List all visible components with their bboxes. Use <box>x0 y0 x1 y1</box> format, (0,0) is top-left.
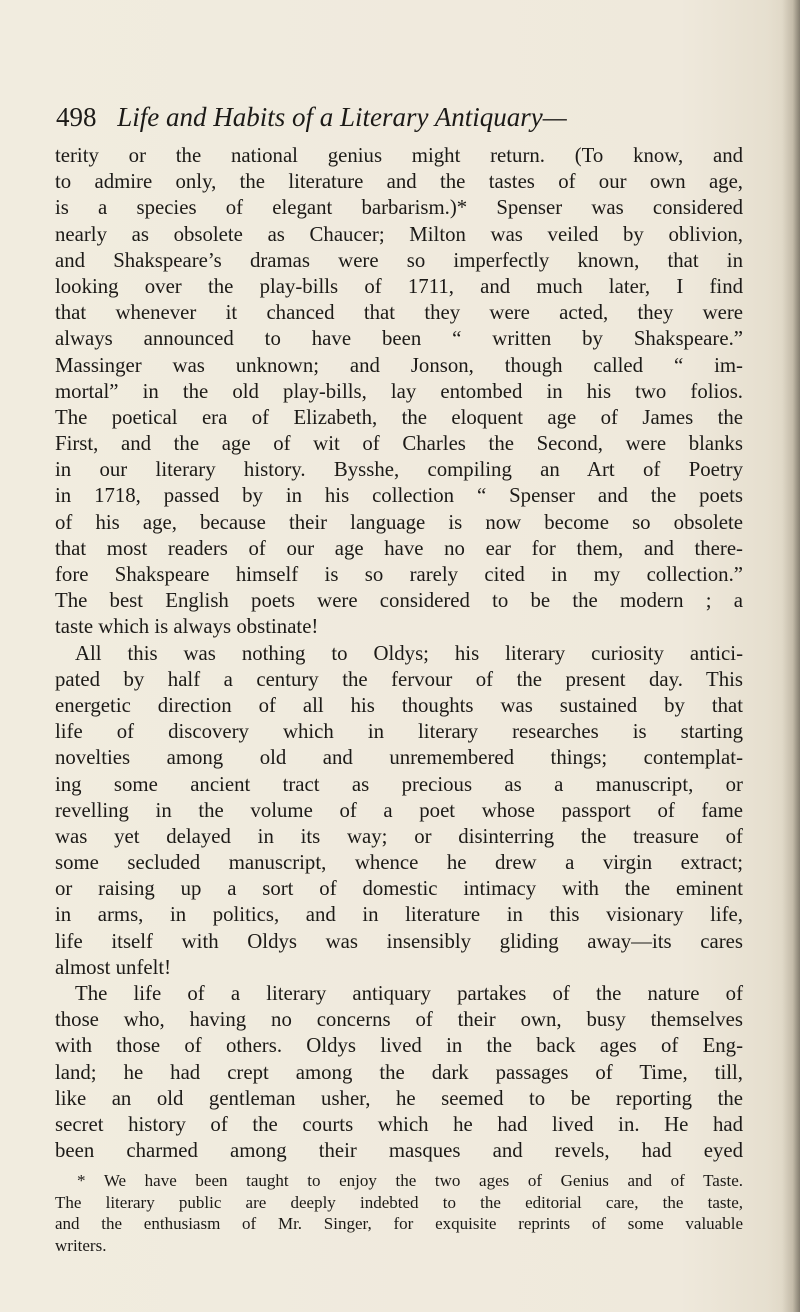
text-line: nearly as obsolete as Chaucer; Milton was veiled by oblivion, <box>55 222 743 246</box>
text-line: All this was nothing to Oldys; his literary curiosity antici- <box>75 641 743 665</box>
text-line: in arms, in politics, and in literature in this visionary life, <box>55 903 743 927</box>
text-line: to admire only, the literature and the tastes of our own age, <box>55 170 743 194</box>
text-line: The poetical era of Elizabeth, the eloquent age of James the <box>55 405 743 429</box>
text-line: of his age, because their language is now become so obsolete <box>55 510 743 534</box>
text-line: in 1718, passed by in his collection “ Spenser and the poets <box>55 484 743 508</box>
text-line: revelling in the volume of a poet whose passport of fame <box>55 798 743 822</box>
running-header <box>56 100 746 134</box>
text-line: in our literary history. Bysshe, compiling an Art of Poetry <box>55 458 743 482</box>
text-line: energetic direction of all his thoughts was sustained by that <box>55 693 743 717</box>
body-lines <box>55 143 743 1164</box>
text-line: fore Shakspeare himself is so rarely cited in my collection.” <box>55 563 743 586</box>
text-line: taste which is always obstinate! <box>55 615 319 639</box>
text-line: that most readers of our age have no ear for them, and there- <box>55 536 743 560</box>
text-line: Massinger was unknown; and Jonson, though called “ im- <box>55 353 743 377</box>
text-line: always announced to have been “ written by Shakspeare.” <box>55 327 743 351</box>
text-line: life of discovery which in literary researches is starting <box>55 720 743 744</box>
page-edge-shadow <box>782 0 800 1312</box>
text-line: novelties among old and unremembered things; contemplat- <box>55 746 743 770</box>
text-line: was yet delayed in its way; or disinterring the treasure of <box>55 824 743 848</box>
footnote-line: * We have been taught to enjoy the two ages of Genius and of Taste. <box>77 1171 743 1191</box>
text-line: with those of others. Oldys lived in the back ages of Eng- <box>55 1034 743 1058</box>
text-line: is a species of elegant barbarism.)* Spenser was considered <box>55 196 743 220</box>
text-line: secret history of the courts which he had lived in. He had <box>55 1112 743 1136</box>
footnote-line: The literary public are deeply indebted to the editorial care, the taste, <box>55 1192 743 1212</box>
text-line: life itself with Oldys was insensibly gliding away—its cares <box>55 929 743 953</box>
footnote-line: and the enthusiasm of Mr. Singer, for exquisite reprints of some valuable <box>55 1214 743 1234</box>
page-number: 498 <box>56 102 97 132</box>
text-line: or raising up a sort of domestic intimacy with the eminent <box>55 877 743 901</box>
text-line: terity or the national genius might return. (To know, and <box>55 144 743 167</box>
footnote-line: writers. <box>55 1235 107 1255</box>
text-line: First, and the age of wit of Charles the Second, were blanks <box>55 432 743 456</box>
text-line: land; he had crept among the dark passages of Time, till, <box>55 1060 743 1084</box>
text-line: some secluded manuscript, whence he drew a virgin extract; <box>55 851 743 875</box>
text-line: mortal” in the old play-bills, lay entombed in his two folios. <box>55 379 743 403</box>
text-line: been charmed among their masques and revels, had eyed <box>55 1139 743 1163</box>
text-line: The best English poets were considered to be the modern ; a <box>55 589 743 613</box>
running-title: Life and Habits of a Literary Antiquary— <box>117 102 567 132</box>
text-line: pated by half a century the fervour of the present day. This <box>55 667 743 691</box>
text-line: that whenever it chanced that they were acted, they were <box>55 301 743 325</box>
text-line: and Shakspeare’s dramas were so imperfectly known, that in <box>55 248 743 272</box>
text-line: almost unfelt! <box>55 955 172 979</box>
text-line: those who, having no concerns of their own, busy themselves <box>55 1008 743 1032</box>
text-line: ing some ancient tract as precious as a manuscript, or <box>55 772 743 796</box>
body-text <box>55 143 743 1256</box>
text-line: The life of a literary antiquary partakes of the nature of <box>75 982 743 1005</box>
text-line: looking over the play-bills of 1711, and much later, I find <box>55 274 743 298</box>
text-line: like an old gentleman usher, he seemed to be reporting the <box>55 1086 743 1110</box>
footnote <box>55 1170 743 1256</box>
